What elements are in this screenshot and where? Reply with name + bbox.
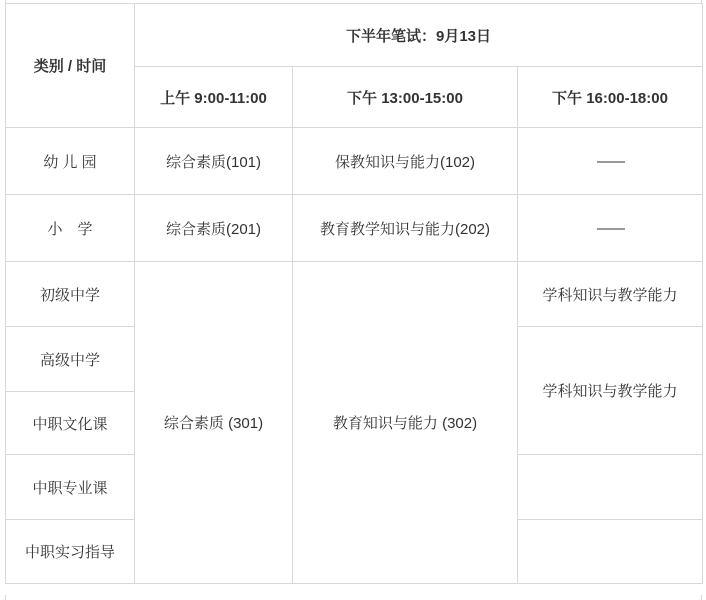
subject-cell-ps-afternoon1: 教育教学知识与能力(202) [293,195,518,262]
session-header: 下半年笔试：9月13日 [135,4,703,67]
table-row-junior-middle [6,262,703,327]
table-border-stub-bottom-right [701,595,702,600]
table-border-stub-top-right [701,0,702,3]
category-cell-senior-middle: 高级中学 [6,327,135,392]
subject-cell-ps-afternoon2-dash: —— [518,195,703,262]
subject-cell-vm-afternoon2-empty [518,455,703,520]
subject-cell-ps-morning: 综合素质(201) [135,195,293,262]
category-cell-kindergarten: 幼 儿 园 [6,128,135,195]
header-row-session [6,4,703,67]
subject-cell-merged-afternoon-302: 教育知识与能力 (302) [293,262,518,584]
category-cell-vocational-intern: 中职实习指导 [6,520,135,584]
table-border-stub-top-left [5,0,6,3]
subject-cell-kg-afternoon1: 保教知识与能力(102) [293,128,518,195]
time-header-afternoon-1: 下午 13:00-15:00 [293,67,518,128]
table-row-kindergarten [6,128,703,195]
category-cell-primary: 小 学 [6,195,135,262]
subject-cell-jm-afternoon2: 学科知识与教学能力 [518,262,703,327]
subject-cell-sm-vc-afternoon2: 学科知识与教学能力 [518,327,703,455]
time-header-afternoon-2: 下午 16:00-18:00 [518,67,703,128]
category-cell-junior-middle: 初级中学 [6,262,135,327]
table-row-primary-school [6,195,703,262]
table-border-stub-bottom-left [5,595,6,600]
time-header-morning: 上午 9:00-11:00 [135,67,293,128]
category-cell-vocational-culture: 中职文化课 [6,392,135,455]
subject-cell-vi-afternoon2-empty [518,520,703,584]
subject-cell-merged-morning-301: 综合素质 (301) [135,262,293,584]
corner-header-category-time: 类别 / 时间 [6,4,135,128]
subject-cell-kg-afternoon2-dash: —— [518,128,703,195]
subject-cell-kg-morning: 综合素质(101) [135,128,293,195]
category-cell-vocational-major: 中职专业课 [6,455,135,520]
exam-schedule-table [5,3,703,584]
